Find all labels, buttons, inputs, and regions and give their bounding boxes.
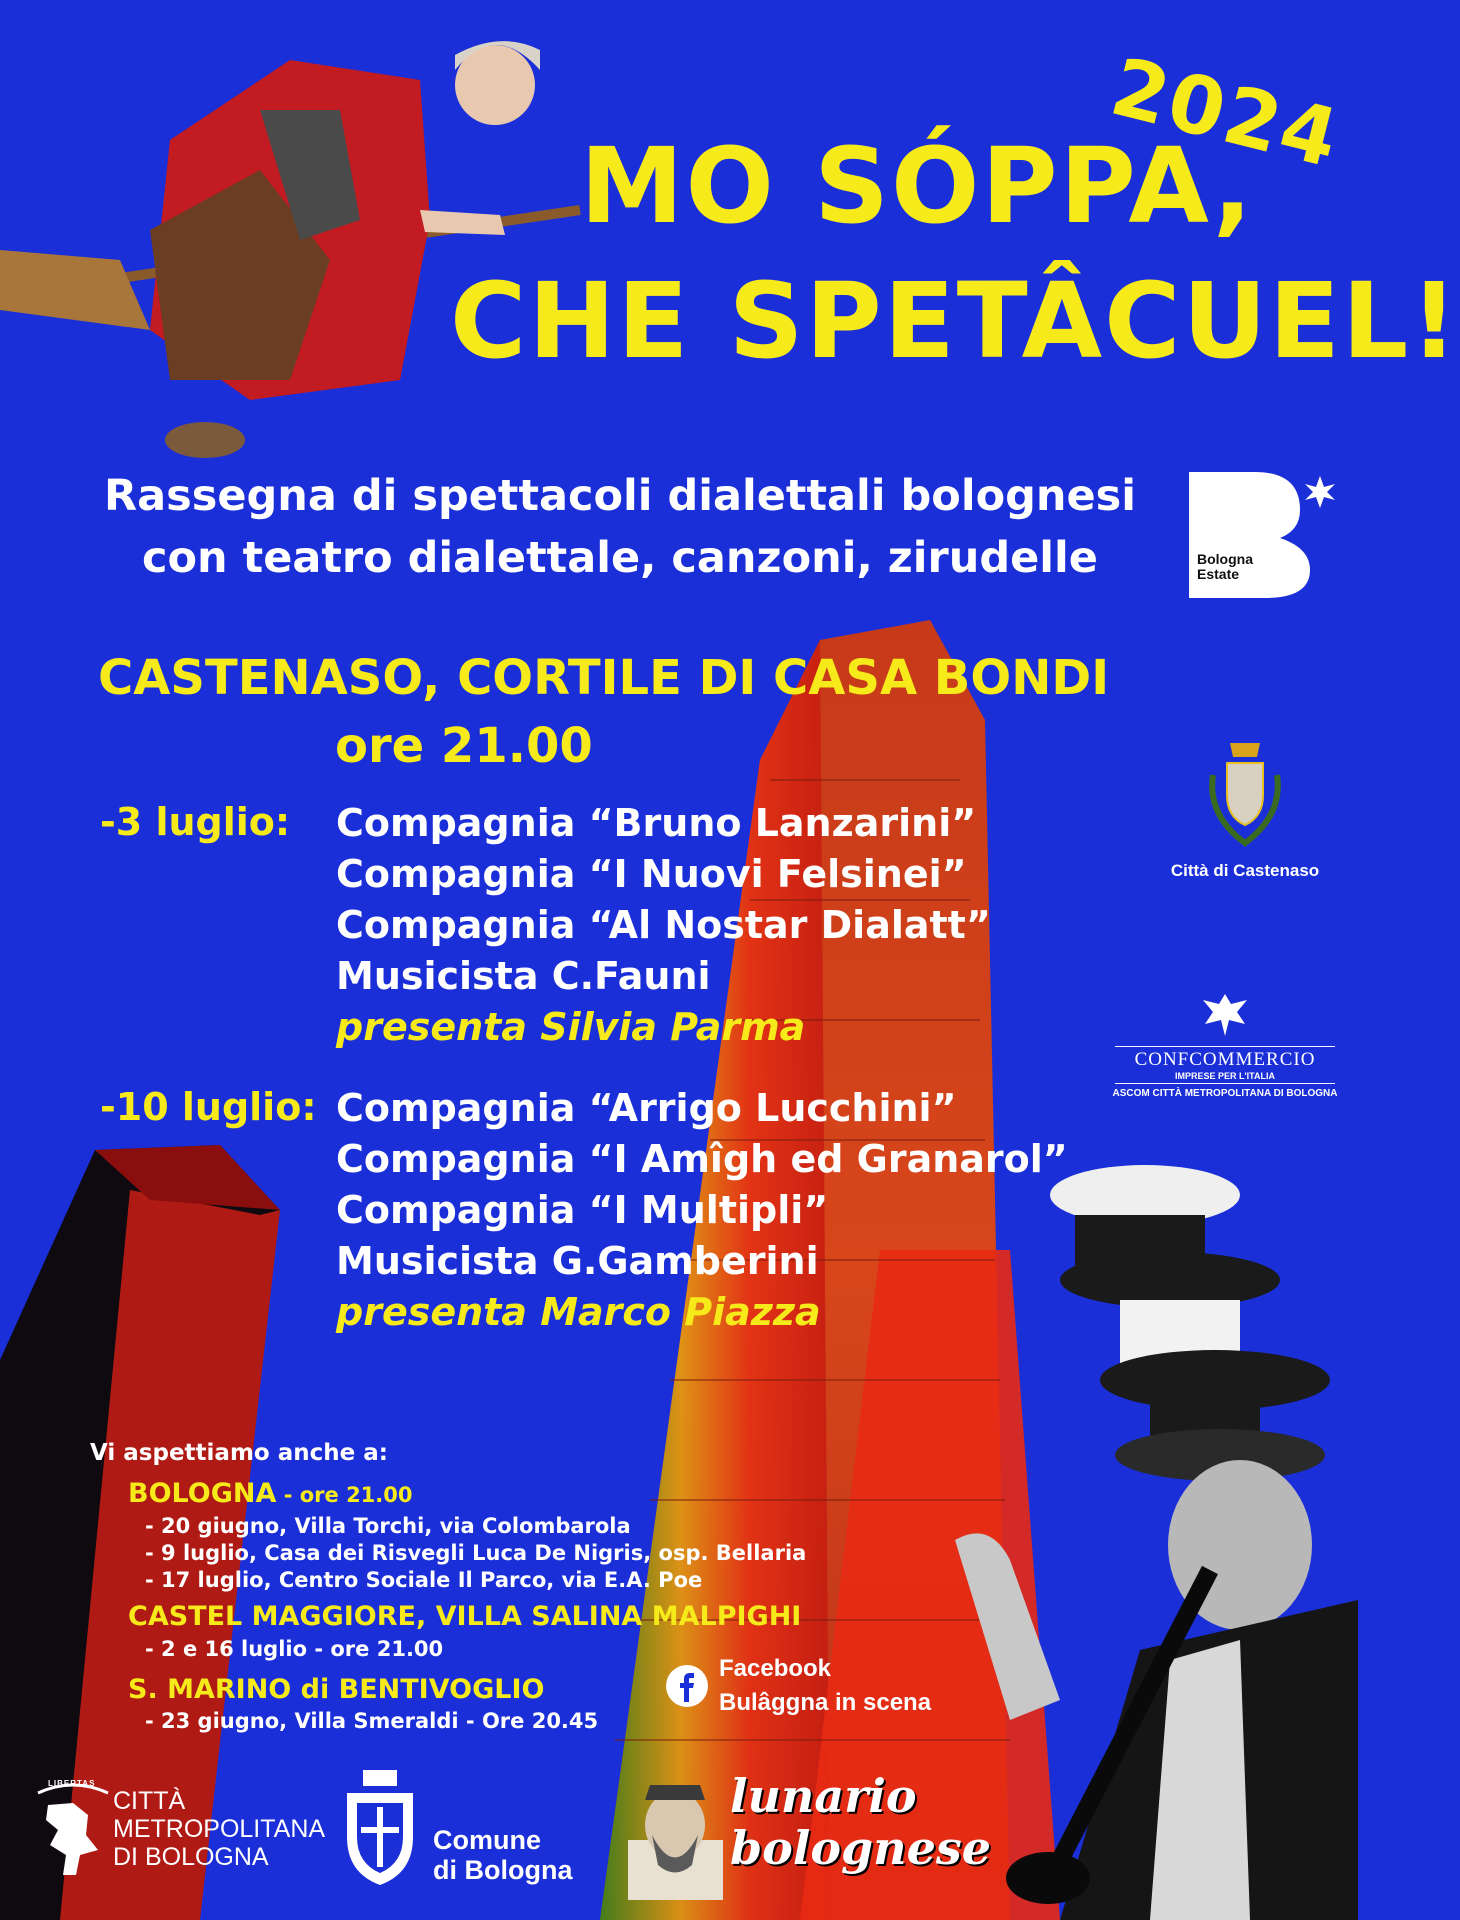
event1-presenter: presenta Silvia Parma [336, 1005, 806, 1049]
comune-di-bologna-logo [335, 1765, 605, 1890]
san-marino-date: - 23 giugno, Villa Smeraldi - Ore 20.45 [145, 1709, 599, 1733]
event1-line4: Musicista C.Fauni [336, 954, 711, 998]
other-dates-intro: Vi aspettiamo anche a: [90, 1440, 388, 1466]
bologna-city: BOLOGNA [128, 1478, 277, 1509]
metro-line1: CITTÀ [113, 1787, 186, 1815]
bologna-date1: - 20 giugno, Villa Torchi, via Colombarola [145, 1514, 631, 1538]
facebook-icon[interactable] [665, 1664, 709, 1708]
event2-line3: Compagnia “I Multipli” [336, 1188, 829, 1232]
event2-line2: Compagnia “I Amîgh ed Granarol” [336, 1137, 1068, 1181]
metro-text [113, 1787, 325, 1871]
metro-seal-text: LIBERTAS [48, 1779, 96, 1788]
event2-presenter: presenta Marco Piazza [336, 1290, 821, 1334]
san-marino-heading: S. MARINO di BENTIVOGLIO [128, 1674, 545, 1705]
confcommercio-text: CONFCOMMERCIO [1134, 1049, 1316, 1070]
bologna-estate-logo [1185, 470, 1335, 600]
event1-line2: Compagnia “I Nuovi Felsinei” [336, 852, 967, 896]
comune-line2: di Bologna [433, 1855, 573, 1885]
metro-line3: DI BOLOGNA [113, 1843, 269, 1871]
lunario-text [730, 1770, 991, 1874]
metropolitana-lion-icon [28, 1775, 118, 1885]
castenaso-crest-icon [1195, 735, 1295, 855]
venue-place: CASTENASO, CORTILE DI CASA BONDI [98, 650, 1110, 706]
citta-metropolitana-logo [28, 1775, 326, 1885]
confcommercio-sub: IMPRESE PER L'ITALIA [1175, 1071, 1275, 1081]
confcommercio-ascom: ASCOM CITTÀ METROPOLITANA DI BOLOGNA [1112, 1088, 1338, 1099]
event2-line1: Compagnia “Arrigo Lucchini” [336, 1086, 957, 1130]
facebook-text[interactable] [719, 1652, 931, 1720]
bologna-heading [128, 1477, 413, 1512]
lunario-line1: lunario [730, 1769, 917, 1823]
subtitle [60, 465, 1180, 589]
poster-title-line1: MO SÓPPA, [580, 125, 1255, 247]
subtitle-line2: con teatro dialettale, canzoni, zirudelle [142, 533, 1098, 583]
castenaso-logo [1170, 735, 1320, 881]
poster-title-line2: CHE SPETÂCUEL! [450, 260, 1460, 382]
confcommercio-eagle-icon [1195, 990, 1255, 1040]
event1-lineup [336, 798, 991, 1053]
facebook-label: Facebook [719, 1655, 832, 1682]
subtitle-line1: Rassegna di spettacoli dialettali bolognesi [104, 471, 1136, 521]
confcommercio-logo [1105, 990, 1345, 1099]
year-label: 2024 [1102, 40, 1349, 187]
event2-line4: Musicista G.Gamberini [336, 1239, 819, 1283]
castenaso-text: Città di Castenaso [1170, 861, 1320, 880]
lunario-line2: bolognese [730, 1821, 992, 1875]
bologna-estate-text: Bologna Estate [1197, 551, 1253, 582]
bologna-dates [145, 1513, 806, 1594]
event2-lineup [336, 1083, 1068, 1338]
event2-date: -10 luglio: [100, 1085, 317, 1129]
lunario-bolognese-logo [620, 1770, 1040, 1900]
bologna-time: - ore 21.00 [276, 1483, 413, 1507]
metro-line2: METROPOLITANA [113, 1815, 326, 1843]
event1-line3: Compagnia “Al Nostar Dialatt” [336, 903, 991, 947]
bologna-date2: - 9 luglio, Casa dei Risvegli Luca De Nigris, osp. Bellaria [145, 1541, 807, 1565]
event1-line1: Compagnia “Bruno Lanzarini” [336, 801, 977, 845]
facebook-page-name: Bulâggna in scena [719, 1689, 932, 1716]
lunario-portrait-icon [620, 1770, 730, 1900]
venue-time: ore 21.00 [335, 718, 593, 774]
event1-date: -3 luglio: [100, 800, 291, 844]
befana-witch-illustration [0, 41, 580, 458]
bologna-date3: - 17 luglio, Centro Sociale Il Parco, via E.A. Poe [145, 1568, 703, 1592]
castel-maggiore-date: - 2 e 16 luglio - ore 21.00 [145, 1637, 444, 1661]
comune-crest-icon [335, 1765, 425, 1890]
comune-line1: Comune [433, 1825, 541, 1855]
comune-text [433, 1825, 572, 1885]
castel-maggiore-heading: CASTEL MAGGIORE, VILLA SALINA MALPIGHI [128, 1601, 802, 1632]
